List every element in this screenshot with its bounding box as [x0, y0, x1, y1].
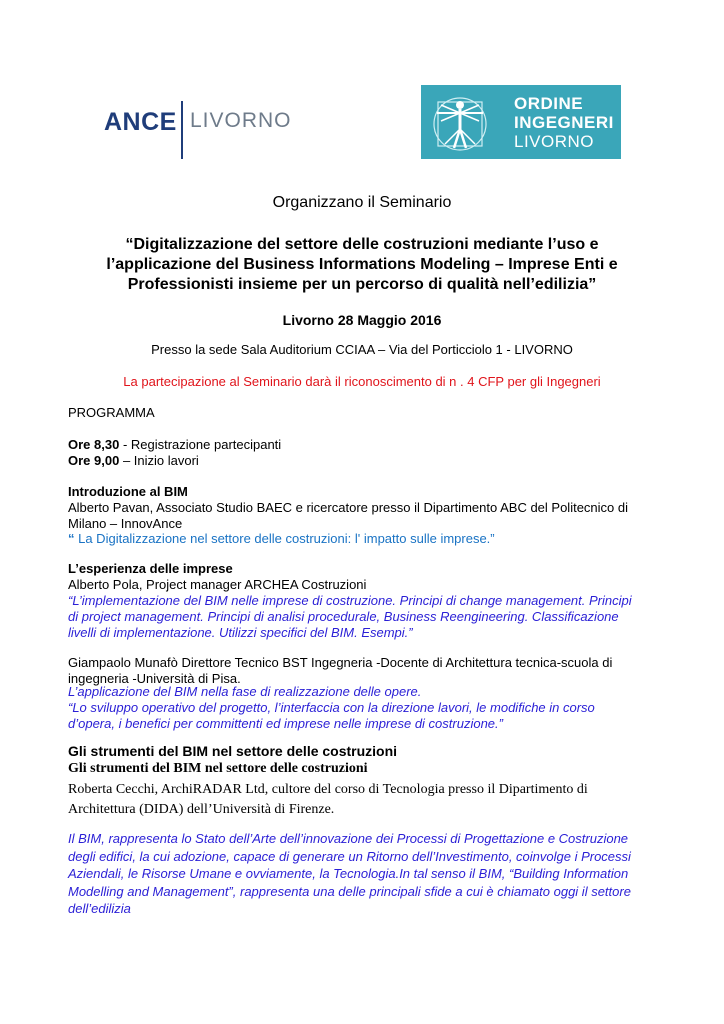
ordine-logo-line1: ORDINE [514, 94, 584, 113]
programma-text: - Registrazione partecipanti [119, 437, 282, 452]
seminar-title [0, 235, 724, 295]
programma-text: – Inizio lavori [119, 453, 199, 468]
seminar-title-line: l’applicazione del Business Informations Modeling – Imprese Enti e [106, 256, 618, 273]
intro-quote: “ La Digitalizzazione nel settore delle costruzioni: l' impatto sulle imprese.” [68, 531, 495, 546]
ance-logo-city: LIVORNO [190, 109, 292, 132]
strumenti-heading-serif: Gli strumenti del BIM nel settore delle costruzioni [68, 761, 368, 776]
seminar-date: Livorno 28 Maggio 2016 [282, 312, 442, 328]
programma-item [68, 437, 668, 453]
vitruvian-man-icon [429, 91, 491, 153]
logo-divider [181, 101, 183, 159]
esperienza-speaker: Alberto Pola, Project manager ARCHEA Costruzioni [68, 577, 367, 592]
intro-heading: Introduzione al BIM [68, 484, 188, 499]
programma-item [68, 453, 668, 469]
strumenti-speaker: Roberta Cecchi, ArchiRADAR Ltd, cultore del corso di Tecnologia presso il Dipartimento di Architettura (DIDA) dell’Università di Firenze. [68, 782, 588, 817]
ordine-ingegneri-logo [421, 85, 621, 159]
ordine-logo-line3: LIVORNO [514, 132, 595, 151]
programma-time: Ore 9,00 [68, 453, 120, 468]
esperienza-heading: L’esperienza delle imprese [68, 561, 233, 576]
strumenti-heading: Gli strumenti del BIM nel settore delle costruzioni [68, 743, 398, 759]
esperienza-quote: “L’implementazione del BIM nelle imprese di costruzione. Principi di change management. Principi di project management. Principi di analisi procedurale, Business Reengineering. Classificazione livelli di implementazione. Utilizzi specifici del BIM. Esempi.” [68, 593, 632, 640]
cfp-credits-notice: La partecipazione al Seminario darà il riconoscimento di n . 4 CFP per gli Ingegneri [123, 374, 601, 389]
organizers-line: Organizzano il Seminario [272, 194, 452, 211]
programma-heading: PROGRAMMA [68, 405, 155, 420]
esperienza-speaker2: Giampaolo Munafò Direttore Tecnico BST Ingegneria -Docente di Architettura tecnica-scuola di ingegneria -Università di Pisa. [68, 655, 613, 686]
seminar-venue: Presso la sede Sala Auditorium CCIAA – Via del Porticciolo 1 - LIVORNO [151, 342, 573, 357]
esperienza-quote2: L’applicazione del BIM nella fase di realizzazione delle opere. “Lo sviluppo operativo del progetto, l’interfaccia con la direzione lavori, le modifiche in corso d’opera, i benefici per committenti ed imprese nelle imprese di costruzione.” [68, 684, 595, 731]
seminar-title-line: “Digitalizzazione del settore delle costruzioni mediante l’uso e [125, 236, 599, 253]
ance-livorno-logo [104, 101, 292, 159]
programma-time: Ore 8,30 [68, 437, 120, 452]
seminar-title-line: Professionisti insieme per un percorso di qualità nell’edilizia” [127, 276, 597, 293]
ance-logo-text: ANCE [104, 108, 177, 136]
intro-speaker: Alberto Pavan, Associato Studio BAEC e ricercatore presso il Dipartimento ABC del Politecnico di Milano – InnovAnce [68, 500, 628, 531]
strumenti-body: Il BIM, rappresenta lo Stato dell’Arte dell’innovazione dei Processi di Progettazione e Costruzione degli edifici, la cui adozione, capace di generare un Ritorno dell’Investimento, coinvolge i Processi Aziendali, le Risorse Umane e ovviamente, la Tecnologia.In tal senso il BIM, “Building Information Modelling and Management”, rappresenta una delle principali sfide a cui è chiamato oggi il settore dell’edilizia [68, 831, 631, 916]
ordine-logo-line2: INGEGNERI [514, 113, 614, 132]
